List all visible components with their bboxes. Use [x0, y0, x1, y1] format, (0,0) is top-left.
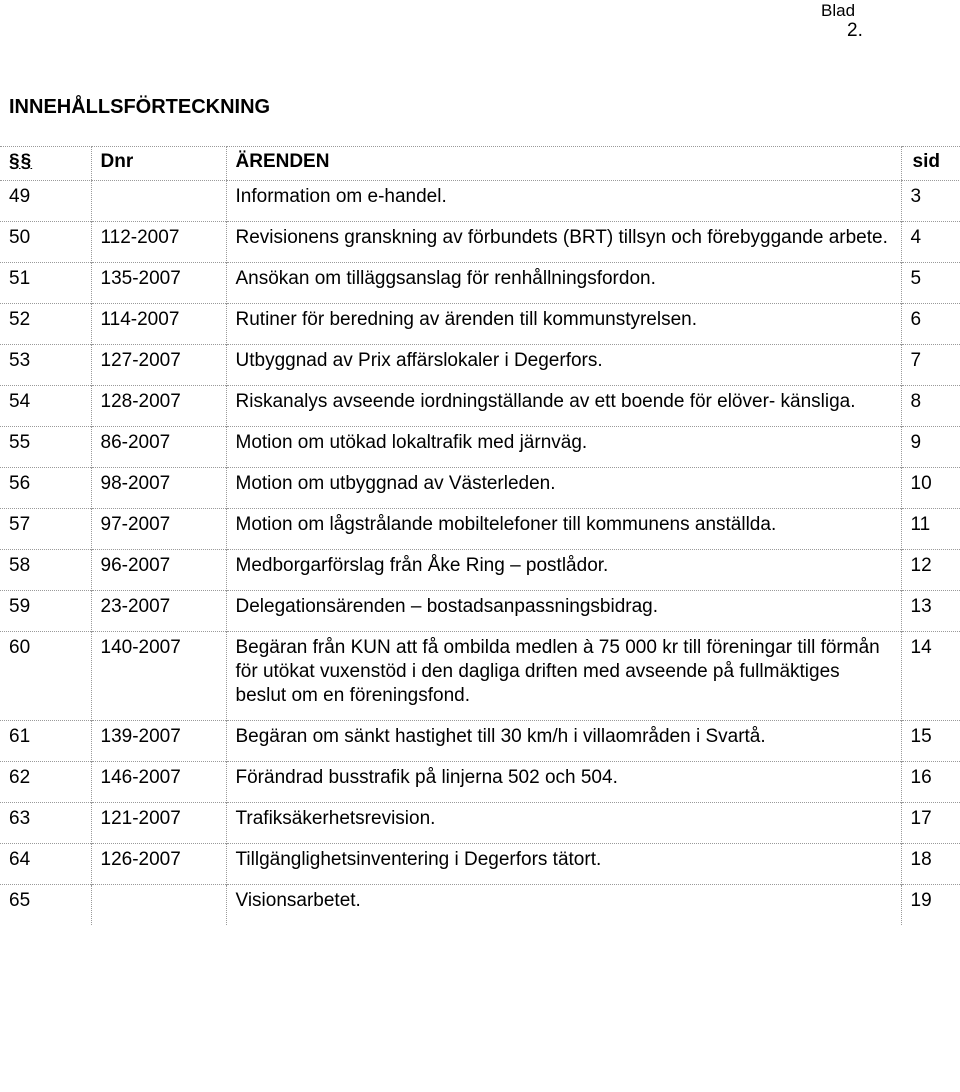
page-number: 7 [901, 345, 960, 386]
dnr-number: 98-2007 [91, 468, 226, 509]
dnr-number: 23-2007 [91, 591, 226, 632]
table-row [0, 509, 960, 550]
table-row [0, 762, 960, 803]
table-row [0, 803, 960, 844]
table-row [0, 591, 960, 632]
table-row [0, 181, 960, 222]
dnr-number: 128-2007 [91, 386, 226, 427]
page-number: 9 [901, 427, 960, 468]
sheet-label: Blad [821, 1, 856, 20]
dnr-number: 112-2007 [91, 222, 226, 263]
table-row [0, 304, 960, 345]
paragraph-number: 57 [0, 509, 91, 550]
dnr-number: 127-2007 [91, 345, 226, 386]
dnr-number: 140-2007 [91, 632, 226, 721]
page-number: 6 [901, 304, 960, 345]
paragraph-number: 63 [0, 803, 91, 844]
table-row [0, 427, 960, 468]
paragraph-column-header: §§ [0, 147, 91, 181]
page-number: 5 [901, 263, 960, 304]
page-number: 8 [901, 386, 960, 427]
table-row [0, 632, 960, 721]
dnr-number: 86-2007 [91, 427, 226, 468]
page-number: 10 [901, 468, 960, 509]
dnr-number [91, 181, 226, 222]
table-row [0, 263, 960, 304]
table-row [0, 222, 960, 263]
item-title: Tillgänglighetsinventering i Degerfors tätort. [226, 844, 901, 885]
paragraph-number: 62 [0, 762, 91, 803]
paragraph-number: 53 [0, 345, 91, 386]
dnr-number: 146-2007 [91, 762, 226, 803]
page-number: 4 [901, 222, 960, 263]
dnr-number: 114-2007 [91, 304, 226, 345]
page-number: 11 [901, 509, 960, 550]
dnr-number: 121-2007 [91, 803, 226, 844]
page-number: 12 [901, 550, 960, 591]
sid-column-header: sid [901, 147, 960, 181]
table-row [0, 386, 960, 427]
paragraph-number: 50 [0, 222, 91, 263]
table-row [0, 721, 960, 762]
table-body [0, 181, 960, 926]
item-title: Begäran från KUN att få ombilda medlen à 75 000 kr till föreningar till förmån för utökat vuxenstöd i den dagliga driften med avseende på fullmäktiges beslut om en föreningsfond. [226, 632, 901, 721]
page-number: 15 [901, 721, 960, 762]
item-title: Rutiner för beredning av ärenden till kommunstyrelsen. [226, 304, 901, 345]
dnr-number: 96-2007 [91, 550, 226, 591]
dnr-number: 126-2007 [91, 844, 226, 885]
table-header-row [0, 147, 960, 181]
page-number: 3 [901, 181, 960, 222]
paragraph-number: 49 [0, 181, 91, 222]
page-number: 17 [901, 803, 960, 844]
dnr-number: 139-2007 [91, 721, 226, 762]
paragraph-number: 60 [0, 632, 91, 721]
item-title: Revisionens granskning av förbundets (BRT) tillsyn och förebyggande arbete. [226, 222, 901, 263]
paragraph-number: 58 [0, 550, 91, 591]
page-number: 19 [901, 885, 960, 926]
paragraph-number: 65 [0, 885, 91, 926]
item-title: Utbyggnad av Prix affärslokaler i Degerfors. [226, 345, 901, 386]
item-title: Medborgarförslag från Åke Ring – postlådor. [226, 550, 901, 591]
item-title: Motion om utbyggnad av Västerleden. [226, 468, 901, 509]
table-of-contents [0, 146, 960, 925]
table-row [0, 468, 960, 509]
page-number: 13 [901, 591, 960, 632]
table-row [0, 844, 960, 885]
dnr-number: 97-2007 [91, 509, 226, 550]
dnr-number [91, 885, 226, 926]
arenden-column-header: ÄRENDEN [226, 147, 901, 181]
table-row [0, 885, 960, 926]
item-title: Visionsarbetet. [226, 885, 901, 926]
item-title: Motion om lågstrålande mobiltelefoner till kommunens anställda. [226, 509, 901, 550]
page-number: 16 [901, 762, 960, 803]
paragraph-number: 61 [0, 721, 91, 762]
page-number: 18 [901, 844, 960, 885]
paragraph-number: 59 [0, 591, 91, 632]
item-title: Information om e-handel. [226, 181, 901, 222]
dnr-column-header: Dnr [91, 147, 226, 181]
page-number: 14 [901, 632, 960, 721]
item-title: Förändrad busstrafik på linjerna 502 och 504. [226, 762, 901, 803]
item-title: Ansökan om tilläggsanslag för renhållningsfordon. [226, 263, 901, 304]
item-title: Delegationsärenden – bostadsanpassningsbidrag. [226, 591, 901, 632]
paragraph-number: 51 [0, 263, 91, 304]
paragraph-number: 64 [0, 844, 91, 885]
sheet-number: 2. [847, 20, 863, 41]
document-title: INNEHÅLLSFÖRTECKNING [9, 96, 271, 118]
dnr-number: 135-2007 [91, 263, 226, 304]
table-row [0, 550, 960, 591]
item-title: Riskanalys avseende iordningställande av ett boende för elöver- känsliga. [226, 386, 901, 427]
item-title: Trafiksäkerhetsrevision. [226, 803, 901, 844]
paragraph-number: 52 [0, 304, 91, 345]
paragraph-number: 54 [0, 386, 91, 427]
item-title: Motion om utökad lokaltrafik med järnväg. [226, 427, 901, 468]
paragraph-number: 55 [0, 427, 91, 468]
table-row [0, 345, 960, 386]
item-title: Begäran om sänkt hastighet till 30 km/h i villaområden i Svartå. [226, 721, 901, 762]
paragraph-number: 56 [0, 468, 91, 509]
